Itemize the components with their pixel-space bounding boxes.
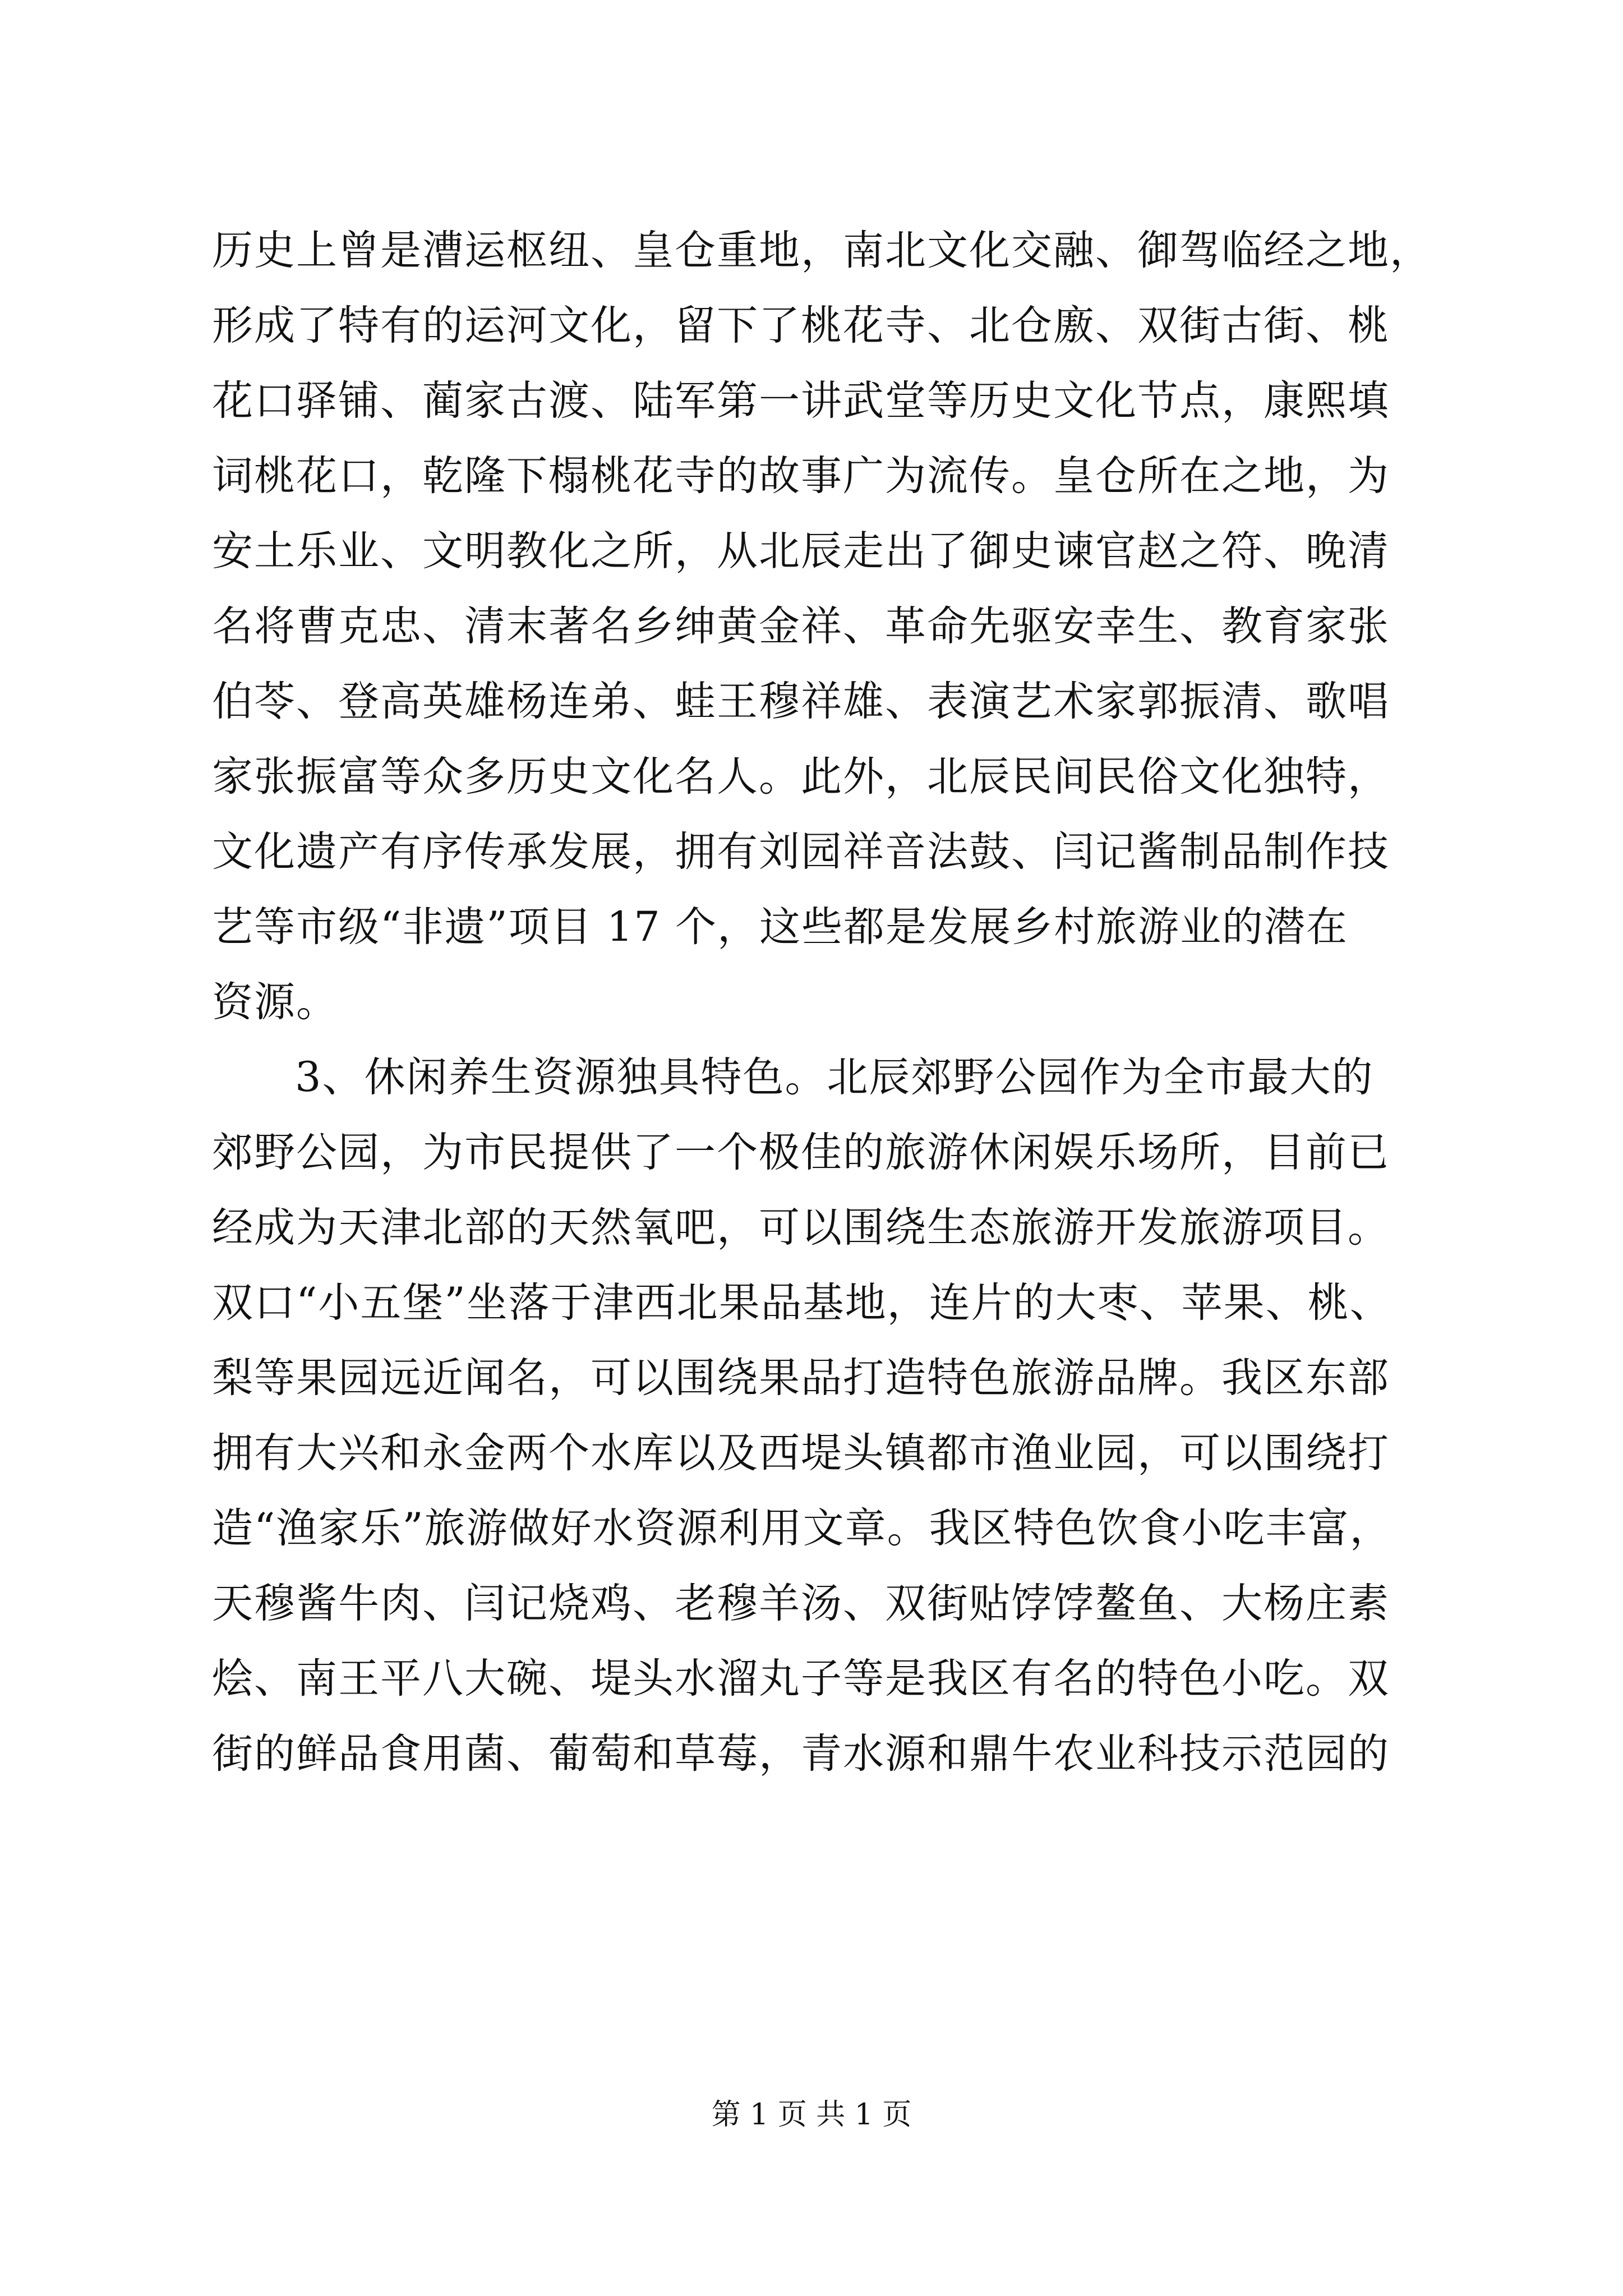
text-line: 天穆酱牛肉、闫记烧鸡、老穆羊汤、双街贴饽饽鳌鱼、大杨庄素 <box>212 1580 1390 1627</box>
text-line: 词桃花口，乾隆下榻桃花寺的故事广为流传。皇仓所在之地，为 <box>212 452 1390 500</box>
text-line: 街的鲜品食用菌、葡萄和草莓，青水源和鼎牛农业科技示范园的 <box>212 1730 1390 1778</box>
text-line: 历史上曾是漕运枢纽、皇仓重地，南北文化交融、御驾临经之地， <box>212 227 1432 274</box>
text-line: 梨等果园远近闻名，可以围绕果品打造特色旅游品牌。我区东部 <box>212 1354 1390 1402</box>
text-line: 造“渔家乐”旅游做好水资源利用文章。我区特色饮食小吃丰富， <box>212 1504 1392 1552</box>
text-line: 形成了特有的运河文化，留下了桃花寺、北仓廒、双街古街、桃 <box>212 302 1390 349</box>
text-line: 名将曹克忠、清末著名乡绅黄金祥、革命先驱安幸生、教育家张 <box>212 602 1390 650</box>
text-line: 艺等市级“非遗”项目 17 个，这些都是发展乡村旅游业的潜在 <box>212 903 1348 951</box>
text-line: 双口“小五堡”坐落于津西北果品基地，连片的大枣、苹果、桃、 <box>212 1279 1392 1327</box>
text-line: 拥有大兴和永金两个水库以及西堤头镇都市渔业园，可以围绕打 <box>212 1429 1390 1477</box>
body-text <box>212 213 1446 1792</box>
text-line: 家张振富等众多历史文化名人。此外，北辰民间民俗文化独特， <box>212 753 1390 800</box>
text-line: 安土乐业、文明教化之所，从北辰走出了御史谏官赵之符、晚清 <box>212 527 1390 575</box>
text-line: 烩、南王平八大碗、堤头水溜丸子等是我区有名的特色小吃。双 <box>212 1655 1390 1703</box>
text-line: 文化遗产有序传承发展，拥有刘园祥音法鼓、闫记酱制品制作技 <box>212 828 1390 876</box>
text-line: 经成为天津北部的天然氧吧，可以围绕生态旅游开发旅游项目。 <box>212 1204 1390 1251</box>
page-footer <box>0 2095 1623 2134</box>
text-line: 伯苓、登高英雄杨连弟、蛙王穆祥雄、表演艺术家郭振清、歌唱 <box>212 678 1390 725</box>
page-number-label: 第 1 页 共 1 页 <box>711 2098 912 2132</box>
text-line: 资源。 <box>212 978 338 1026</box>
text-line: 郊野公园，为市民提供了一个极佳的旅游休闲娱乐场所，目前已 <box>212 1129 1390 1176</box>
paragraph-first-line: 3、休闲养生资源独具特色。北辰郊野公园作为全市最大的 <box>295 1053 1374 1101</box>
text-line: 花口驿铺、蔺家古渡、陆军第一讲武堂等历史文化节点，康熙填 <box>212 377 1390 425</box>
